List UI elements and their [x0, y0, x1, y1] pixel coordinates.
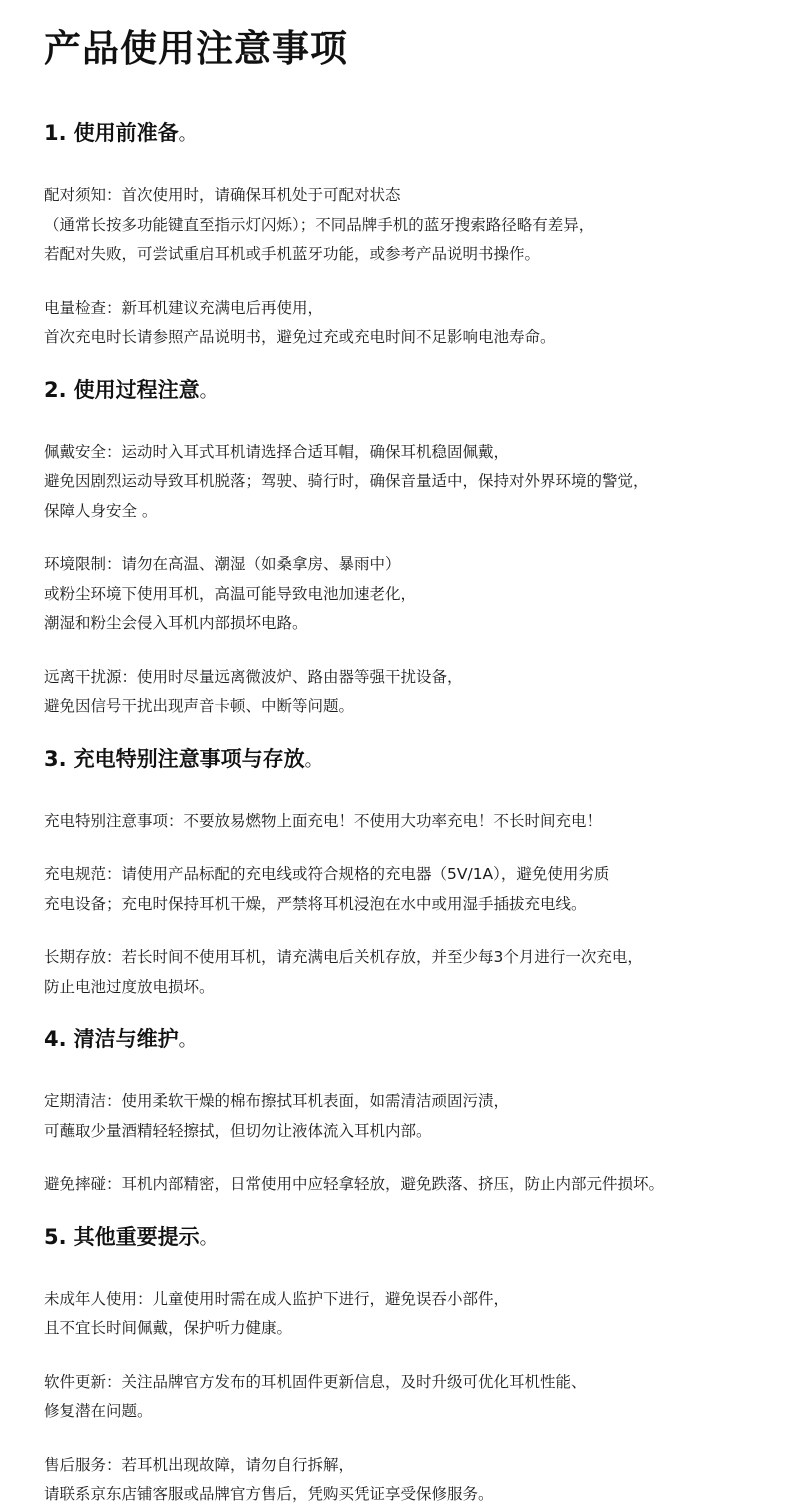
section-title: 使用前准备: [73, 121, 179, 145]
paragraph-charging-rules: [44, 860, 800, 919]
text-line: 可蘸取少量酒精轻轻擦拭，但切勿让液体流入耳机内部。: [44, 1121, 432, 1140]
section-number: 1.: [44, 121, 67, 145]
section-heading: [44, 118, 800, 150]
text-line: 保障人身安全 。: [44, 501, 158, 520]
text-line: （通常长按多功能键直至指示灯闪烁）；不同品牌手机的蓝牙搜索路径略有差异，: [44, 215, 595, 234]
section-heading-mark: 。: [178, 124, 197, 145]
section-title: 其他重要提示: [73, 1224, 200, 1249]
text-line: 或粉尘环境下使用耳机，高温可能导致电池加速老化，: [44, 584, 417, 603]
text-line: 修复潜在问题。: [44, 1402, 153, 1420]
text-line: 请联系京东店铺客服或品牌官方售后，凭购买凭证享受保修服务。: [44, 1485, 494, 1503]
text-line: 未成年人使用：儿童使用时需在成人监护下进行，避免误吞小部件，: [44, 1289, 510, 1308]
text-line: 若配对失败，可尝试重启耳机或手机蓝牙功能，或参考产品说明书操作。: [44, 245, 541, 263]
section-heading: [44, 375, 800, 407]
page-title: 产品使用注意事项: [44, 27, 348, 70]
paragraph-avoid-drops: [44, 1170, 800, 1200]
paragraph-charging-warning: [44, 807, 800, 837]
section-heading-mark: 。: [304, 749, 323, 771]
section-other-tips: [44, 1222, 800, 1510]
text-line: 售后服务：若耳机出现故障，请勿自行拆解，: [44, 1455, 355, 1474]
text-line: 软件更新：关注品牌官方发布的耳机固件更新信息，及时升级可优化耳机性能、: [44, 1372, 587, 1391]
text-line: 避免摔碰：耳机内部精密，日常使用中应轻拿轻放，避免跌落、挤压，防止内部元件损坏。: [44, 1175, 665, 1193]
section-title: 清洁与维护: [73, 1027, 179, 1051]
paragraph-wearing-safety: [44, 438, 800, 527]
section-heading-mark: 。: [199, 380, 218, 402]
paragraph-after-sales: [44, 1451, 800, 1510]
paragraph-minors: [44, 1285, 800, 1344]
section-heading-mark: 。: [178, 1030, 197, 1051]
section-pre-use: [44, 118, 800, 353]
text-line: 配对须知：首次使用时，请确保耳机处于可配对状态: [44, 186, 401, 204]
section-charging-storage: [44, 744, 800, 1003]
section-number: 4.: [44, 1027, 67, 1051]
paragraph-environment-limits: [44, 550, 800, 639]
section-cleaning-maintenance: [44, 1024, 800, 1200]
paragraph-interference: [44, 663, 800, 722]
paragraph-long-term-storage: [44, 943, 800, 1002]
paragraph-pairing: [44, 181, 800, 270]
section-number: 2.: [44, 377, 67, 402]
section-heading: [44, 1024, 800, 1056]
paragraph-battery-check: [44, 294, 800, 353]
paragraph-software-update: [44, 1368, 800, 1427]
section-heading: [44, 744, 800, 776]
section-during-use: [44, 375, 800, 722]
text-line: 佩戴安全：运动时入耳式耳机请选择合适耳帽，确保耳机稳固佩戴，: [44, 442, 510, 461]
text-line: 电量检查：新耳机建议充满电后再使用，: [44, 298, 324, 317]
text-line: 且不宜长时间佩戴，保护听力健康。: [44, 1319, 293, 1337]
text-line: 避免因剧烈运动导致耳机脱落；驾驶、骑行时，确保音量适中，保持对外界环境的警觉，: [44, 472, 649, 490]
text-line: 避免因信号干扰出现声音卡顿、中断等问题。: [44, 697, 355, 715]
text-line: 充电规范：请使用产品标配的充电线或符合规格的充电器（5V/1A），避免使用劣质: [44, 865, 610, 883]
section-heading-mark: 。: [199, 1227, 218, 1249]
paragraph-regular-cleaning: [44, 1087, 800, 1146]
text-line: 防止电池过度放电损坏。: [44, 977, 215, 996]
text-line: 定期清洁：使用柔软干燥的棉布擦拭耳机表面，如需清洁顽固污渍，: [44, 1092, 510, 1110]
section-title: 使用过程注意: [73, 377, 200, 402]
text-line: 远离干扰源：使用时尽量远离微波炉、路由器等强干扰设备，: [44, 667, 463, 686]
section-number: 3.: [44, 746, 67, 771]
text-line: 充电特别注意事项：不要放易燃物上面充电！不使用大功率充电！不长时间充电！: [44, 811, 603, 830]
section-title: 充电特别注意事项与存放: [73, 746, 305, 771]
text-line: 环境限制：请勿在高温、潮湿（如桑拿房、暴雨中）: [44, 555, 401, 573]
text-line: 长期存放：若长时间不使用耳机，请充满电后关机存放，并至少每3个月进行一次充电，: [44, 948, 643, 966]
text-line: 首次充电时长请参照产品说明书，避免过充或充电时间不足影响电池寿命。: [44, 328, 556, 346]
section-number: 5.: [44, 1224, 67, 1249]
text-line: 潮湿和粉尘会侵入耳机内部损坏电路。: [44, 614, 308, 632]
text-line: 充电设备；充电时保持耳机干燥，严禁将耳机浸泡在水中或用湿手插拔充电线。: [44, 894, 587, 913]
section-heading: [44, 1222, 800, 1254]
